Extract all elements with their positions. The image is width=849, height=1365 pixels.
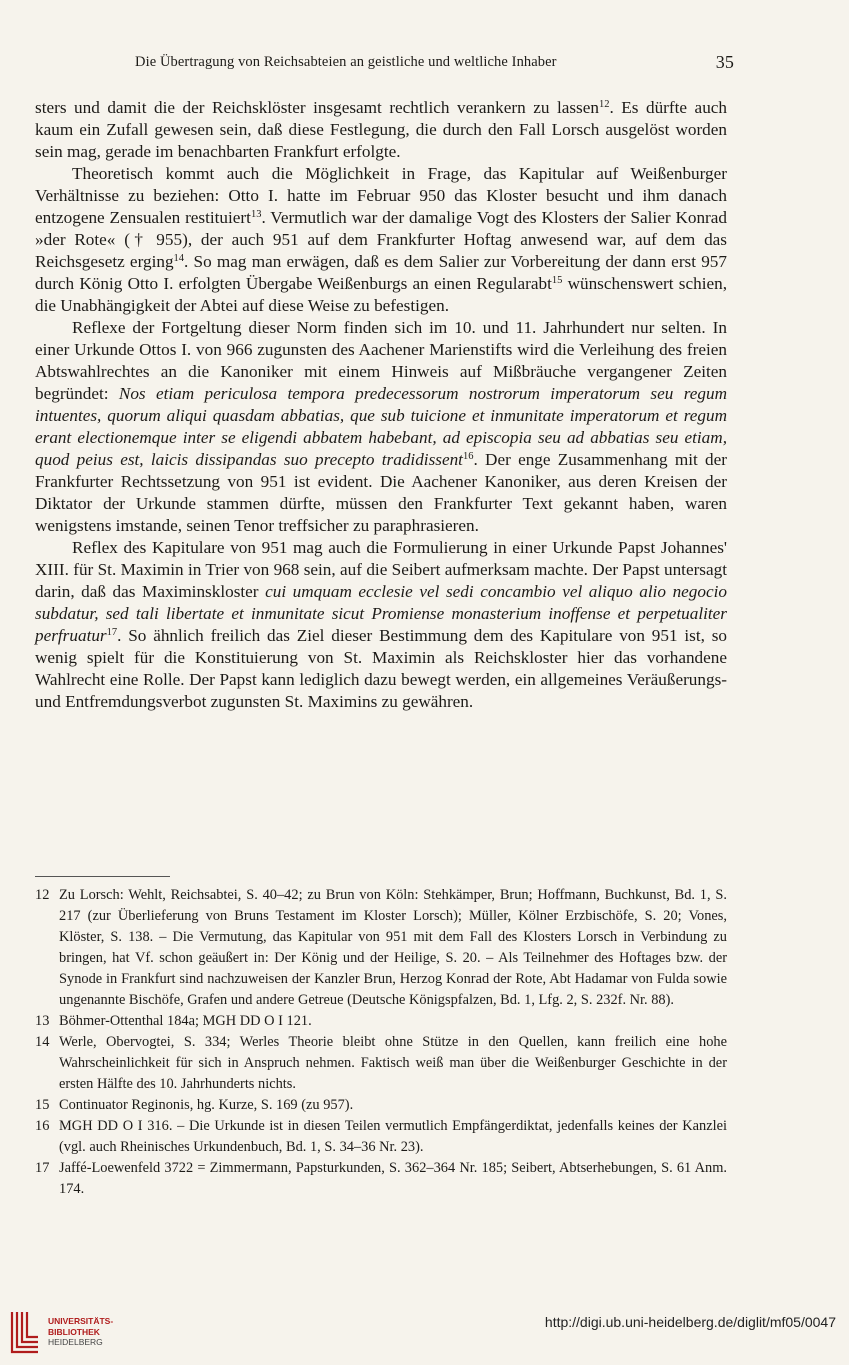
library-logo[interactable] — [8, 1308, 113, 1356]
text-run: Theoretisch kommt auch die Möglichkeit in Frage, das Kapitular auf Weißenburger Verhältnisse zu beziehen: Otto I. hatte im Februar 950 das Kloster besucht und ihm danach entzogene Zensualen restituiert — [35, 164, 727, 227]
running-title: Die Übertragung von Reichsabteien an geistliche und weltliche Inhaber — [135, 54, 557, 70]
paragraph-1 — [35, 97, 727, 163]
footnote-text: MGH DD O I 316. – Die Urkunde ist in diesen Teilen vermutlich Empfängerdiktat, jedenfalls keines der Kanzlei (vgl. auch Rheinisches Urkundenbuch, Bd. 1, S. 34–36 Nr. 23). — [59, 1118, 727, 1155]
page-number: 35 — [715, 52, 734, 72]
latin-quote: Nos etiam periculosa tempora predecessorum nostrorum imperatorum seu regum intuentes, quorum aliqui quasdam abbatias, que sub tuicione et inmunitate imperatorum et regum erant electionemque inter se eligendi abbatem habebant, ad episcopia seu ad abbatias seu etiam, quod peius est, laicis dissipandas suo precepto tradidissent — [35, 384, 727, 469]
footnote — [35, 1095, 727, 1116]
latin-quote: cui umquam ecclesie vel sedi concambio vel aliquo alio negocio subdatur, sed tali libertate et inmunitate sicut Promiense monasterium inoffense et perpetualiter perfruatur — [35, 582, 727, 645]
footnote-text: Zu Lorsch: Wehlt, Reichsabtei, S. 40–42; zu Brun von Köln: Stehkämper, Brun; Hoffmann, Buchkunst, Bd. 1, S. 217 (zur Überlieferung von Bruns Testament im Kloster Lorsch); Müller, Kölner Erzbischöfe, S. 20; Vones, Klöster, S. 138. – Die Vermutung, das Kapitular von 951 mit dem Fall des Klosters Lorsch in Verbindung zu bringen, hat Vf. schon geäußert in: Der König und der Heilige, S. 20. – Als Teilnehmer des Hoftages bzw. der Synode in Frankfurt sind nachzuweisen der Kanzler Brun, Herzog Konrad der Rote, Abt Hadamar von Fulda sowie ungenannte Bischöfe, Grafen und andere Getreue (Deutsche Königspfalzen, Bd. 1, Lfg. 2, S. 232f. Nr. 88). — [59, 887, 727, 1008]
footnote — [35, 1011, 727, 1032]
text-run: wünschenswert schien, die Unabhängigkeit der Abtei auf diese Weise zu befestigen. — [35, 274, 727, 315]
text-run: Reflex des Kapitulare von 951 mag auch die Formulierung in einer Urkunde Papst Johannes' XIII. für St. Maximin in Trier von 968 sein, auf die Seibert aufmerksam machte. Der Papst untersagt darin, daß das Maximinskloster — [35, 538, 727, 601]
footnote-number: 16 — [35, 1118, 50, 1134]
page-footer — [0, 1304, 849, 1365]
footnote-ref: 17 — [106, 627, 118, 638]
text-run: . So ähnlich freilich das Ziel dieser Bestimmung dem des Kapitulare von 951 ist, so wenig spielt für die Konstituierung von St. Maximin als Reichskloster hier das vorhandene Wahlrecht eine Rolle. Der Papst kann lediglich dazu bewegt werden, ein allgemeines Veräußerungs- und Entfremdungsverbot zugunsten St. Maximins zu gewähren. — [35, 626, 727, 711]
library-name-line: UNIVERSITÄTS- — [48, 1316, 114, 1327]
footnote-number: 13 — [35, 1013, 50, 1029]
footnote-ref: 13 — [250, 209, 262, 220]
library-name-line: HEIDELBERG — [48, 1337, 103, 1348]
footnote-number: 17 — [35, 1160, 50, 1176]
text-run: . Es dürfte auch kaum ein Zufall gewesen sein, daß diese Festlegung, die durch den Fall Lorsch ausgelöst worden sein mag, gerade im benachbarten Frankfurt erfolgte. — [35, 98, 728, 161]
footnote-text: Böhmer-Ottenthal 184a; MGH DD O I 121. — [59, 1013, 312, 1029]
footnote-ref: 15 — [551, 275, 563, 286]
footnote-number: 15 — [35, 1097, 50, 1113]
main-text — [35, 97, 727, 713]
footnote-number: 14 — [35, 1034, 50, 1050]
footnote-text: Jaffé-Loewenfeld 3722 = Zimmermann, Papsturkunden, S. 362–364 Nr. 185; Seibert, Abtserhebungen, S. 61 Anm. 174. — [59, 1160, 727, 1197]
source-url[interactable]: http://digi.ub.uni-heidelberg.de/diglit/mf05/0047 — [544, 1314, 836, 1330]
running-header — [135, 52, 734, 72]
text-run: . Vermutlich war der damalige Vogt des Klosters der Salier Konrad »der Rote« († 955), der auch 951 auf dem Frankfurter Hoftag anwesend war, auf dem das Reichsgesetz erging — [35, 208, 727, 271]
paragraph-2 — [35, 163, 727, 317]
footnote — [35, 1032, 727, 1095]
text-run: Reflexe der Fortgeltung dieser Norm finden sich im 10. und 11. Jahrhundert nur selten. In einer Urkunde Ottos I. von 966 zugunsten des Aachener Marienstifts wird die Verleihung des freien Abtswahlrechtes an die Kanoniker mit einem Hinweis auf Mißbräuche vergangener Zeiten begründet: — [35, 318, 727, 403]
text-run: . Der enge Zusammenhang mit der Frankfurter Rechtssetzung von 951 ist evident. Die Aachener Kanoniker, aus deren Kreisen der Diktator der Urkunde stammen dürfte, müssen den Frankfurter Text gekannt haben, waren wenigstens imstande, seinen Tenor treffsicher zu paraphrasieren. — [35, 450, 727, 535]
footnote-ref: 16 — [462, 451, 474, 462]
library-name-line: BIBLIOTHEK — [48, 1326, 100, 1337]
paragraph-3 — [35, 317, 727, 537]
footnote — [35, 885, 727, 1011]
text-run: sters und damit die der Reichsklöster insgesamt rechtlich verankern zu lassen — [35, 98, 599, 117]
library-name — [48, 1316, 113, 1348]
footnote-ref: 14 — [173, 253, 185, 264]
footnote — [35, 1158, 727, 1200]
footnote-ref: 12 — [598, 99, 610, 110]
paragraph-4 — [35, 537, 727, 713]
footnote-text: Werle, Obervogtei, S. 334; Werles Theorie bleibt ohne Stütze in den Quellen, kann freilich eine hohe Wahrscheinlichkeit für sich in Anspruch nehmen. Faktisch weiß man über die Weißenburger Geschichte in der ersten Hälfte des 10. Jahrhunderts nichts. — [59, 1034, 727, 1092]
footnotes — [35, 885, 727, 1200]
footnote — [35, 1116, 727, 1158]
footnote-number: 12 — [35, 887, 50, 903]
library-emblem-icon — [8, 1308, 42, 1356]
footnote-separator — [35, 876, 170, 877]
footnote-text: Continuator Reginonis, hg. Kurze, S. 169 (zu 957). — [59, 1097, 354, 1113]
text-run: . So mag man erwägen, daß es dem Salier zur Vorbereitung der dann erst 957 durch König Otto I. erfolgten Übergabe Weißenburgs an einen Regularabt — [35, 252, 727, 293]
